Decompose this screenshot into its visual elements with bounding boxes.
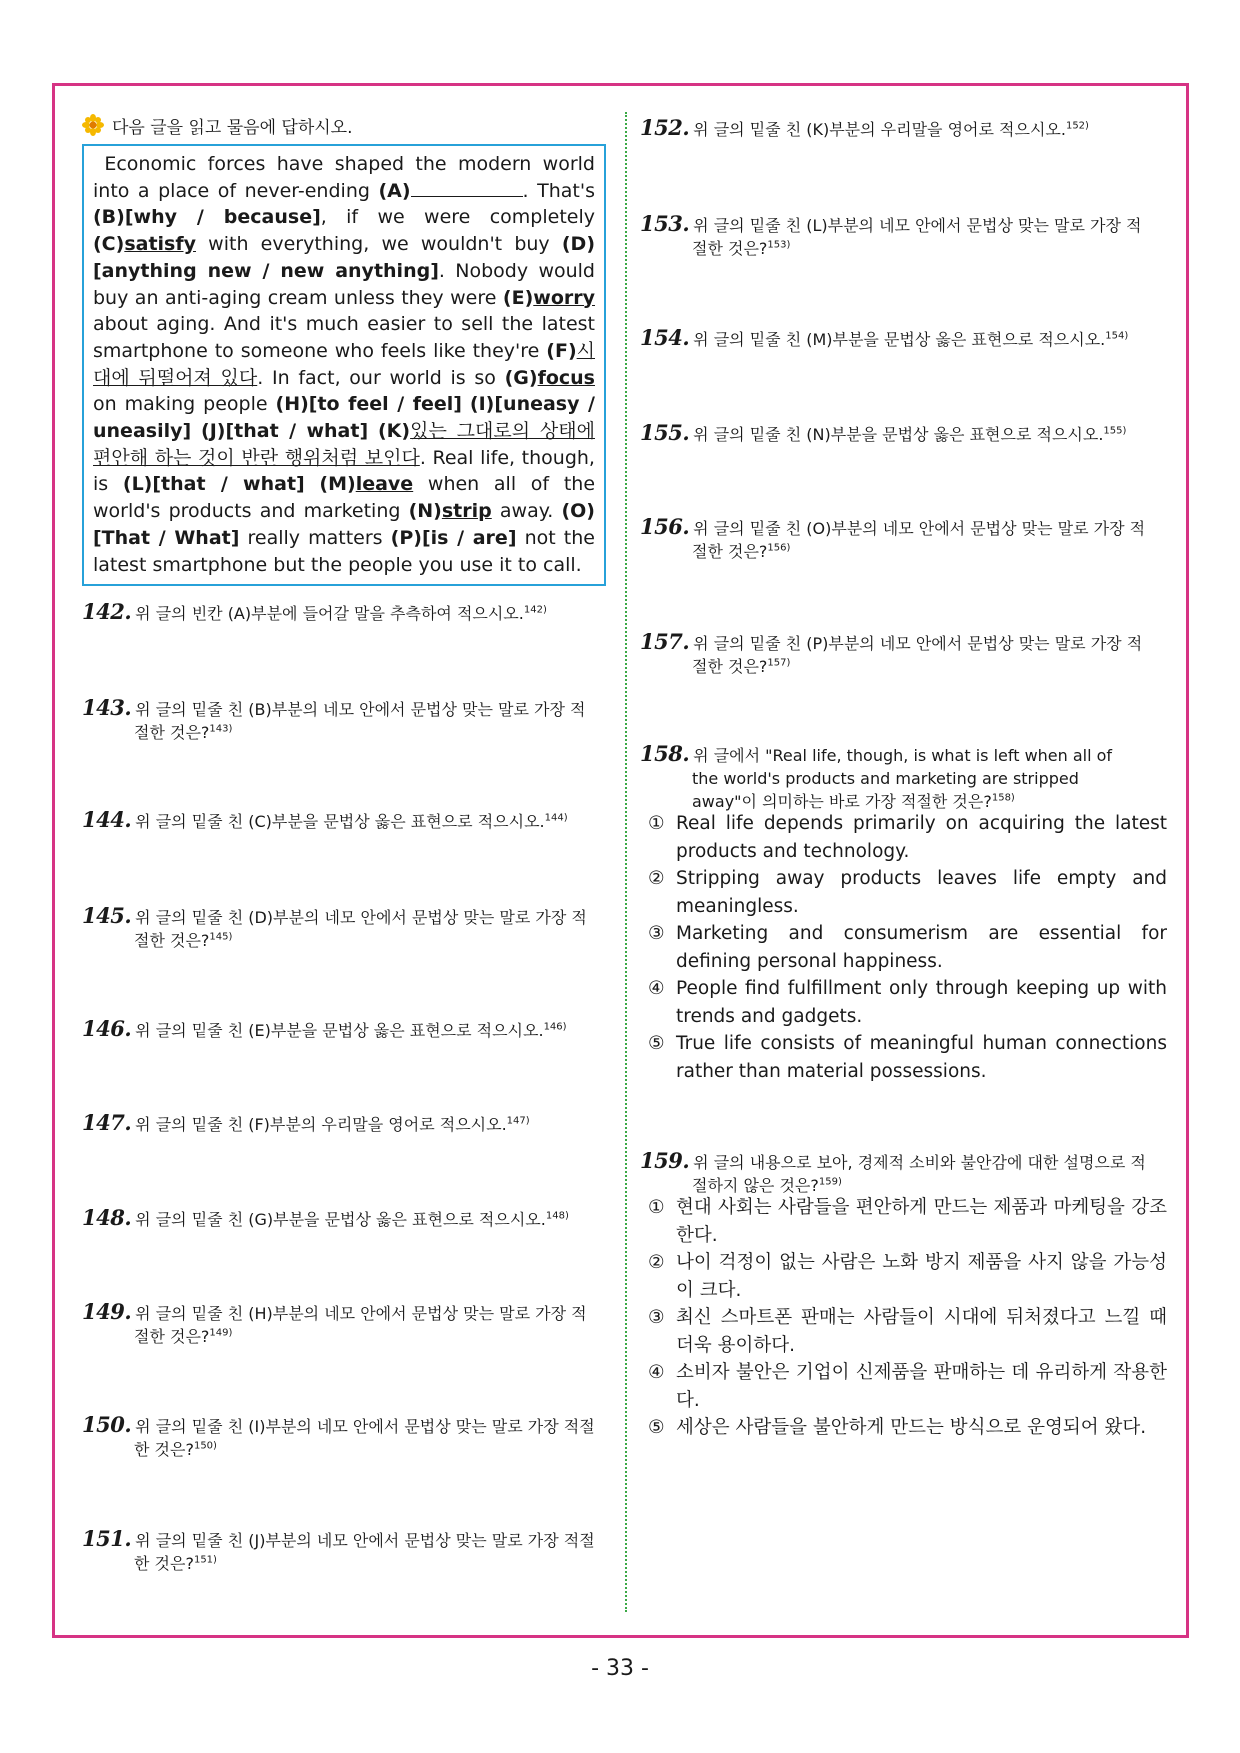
footnote-ref: 159) (818, 1176, 842, 1188)
question-text: 위 글의 밑줄 친 (F)부분의 우리말을 영어로 적으시오. (135, 1115, 507, 1134)
question-text: 위 글의 밑줄 친 (J)부분의 네모 안에서 문법상 맞는 말로 가장 적절 (135, 1531, 595, 1550)
question-147 (82, 1111, 606, 1136)
question-number: 145. (82, 903, 132, 928)
choice-mark: ⑤ (648, 1033, 665, 1054)
choice-text: 소비자 불안은 기업이 신제품을 판매하는 데 유리하게 작용한다. (676, 1362, 1167, 1411)
footnote-ref: 147) (506, 1115, 530, 1127)
choice-mark: ④ (648, 978, 665, 999)
question-text: 위 글에서 "Real life, though, is what is left when all of (693, 746, 1113, 765)
footnote-ref: 143) (209, 723, 233, 735)
choice-item[interactable] (648, 975, 1167, 1030)
footnote-ref: 158) (991, 792, 1015, 804)
footnote-ref: 151) (193, 1554, 217, 1566)
question-number: 157. (640, 629, 690, 654)
choice-text: 나이 걱정이 없는 사람은 노화 방지 제품을 사지 않을 가능성이 크다. (676, 1252, 1167, 1301)
label-c: (C) (93, 233, 125, 256)
passage-text: . Real life, though, is (93, 446, 595, 496)
choice-item[interactable] (648, 1030, 1167, 1085)
flower-icon (82, 114, 104, 136)
question-text: 위 글의 밑줄 친 (M)부분을 문법상 옳은 표현으로 적으시오. (693, 330, 1106, 349)
footnote-ref: 148) (545, 1210, 569, 1222)
question-text: away"이 의미하는 바로 가장 적절한 것은? (692, 792, 992, 811)
question-number: 154. (640, 325, 690, 350)
choice-mark: ③ (648, 923, 665, 944)
question-number: 143. (82, 695, 132, 720)
question-text: the world's products and marketing are stripped (692, 769, 1079, 788)
word-g: focus (537, 366, 595, 389)
question-143 (82, 696, 606, 744)
question-152 (640, 116, 1168, 141)
question-text: 위 글의 밑줄 친 (B)부분의 네모 안에서 문법상 맞는 말로 가장 적 (135, 700, 586, 719)
question-146 (82, 1017, 606, 1042)
question-text: 위 글의 밑줄 친 (N)부분을 문법상 옳은 표현으로 적으시오. (693, 425, 1104, 444)
question-149 (82, 1300, 606, 1348)
label-e: (E) (502, 286, 534, 309)
passage-text: Economic forces have shaped the modern world into a place of never-ending (93, 153, 595, 202)
word-c: satisfy (124, 233, 196, 256)
passage-text: not the latest smartphone but the people you use it to call. (93, 526, 595, 576)
passage-text: , if we were completely (320, 206, 595, 229)
footnote-ref: 156) (767, 542, 791, 554)
label-m: (M) (319, 473, 356, 496)
choice-text: 세상은 사람들을 불안하게 만드는 방식으로 운영되어 왔다. (676, 1417, 1147, 1438)
choice-item[interactable] (648, 920, 1167, 975)
question-text: 절한 것은? (692, 657, 768, 676)
question-text: 위 글의 밑줄 친 (P)부분의 네모 안에서 문법상 맞는 말로 가장 적 (693, 634, 1143, 653)
footnote-ref: 154) (1105, 330, 1129, 342)
question-number: 147. (82, 1110, 132, 1135)
korean-f: 시대에 뒤떨어져 있다 (93, 339, 595, 389)
question-number: 146. (82, 1016, 132, 1041)
question-text: 절한 것은? (134, 931, 210, 950)
footnote-ref: 146) (543, 1021, 567, 1033)
question-text: 위 글의 밑줄 친 (I)부분의 네모 안에서 문법상 맞는 말로 가장 적절 (135, 1417, 595, 1436)
question-text: 절한 것은? (134, 1327, 210, 1346)
blank-a[interactable] (411, 178, 523, 197)
question-text: 절하지 않은 것은? (692, 1176, 819, 1195)
choice-mark: ② (648, 1252, 665, 1273)
choice-o: (O)[That / What] (93, 500, 595, 549)
choice-mark: ⑤ (648, 1417, 665, 1438)
choice-mark: ② (648, 868, 665, 889)
footnote-ref: 152) (1065, 120, 1089, 132)
choice-mark: ① (648, 1197, 665, 1218)
footnote-ref: 149) (209, 1327, 233, 1339)
footnote-ref: 142) (523, 604, 547, 616)
question-159 (640, 1149, 1168, 1197)
choice-item[interactable] (648, 1359, 1167, 1414)
question-number: 152. (640, 115, 690, 140)
question-number: 151. (82, 1526, 132, 1551)
passage-text: really matters (239, 526, 391, 549)
question-text: 위 글의 밑줄 친 (G)부분을 문법상 옳은 표현으로 적으시오. (135, 1210, 546, 1229)
word-e: worry (533, 286, 595, 309)
question-text: 한 것은? (134, 1440, 194, 1459)
choice-text: 현대 사회는 사람들을 편안하게 만드는 제품과 마케팅을 강조한다. (676, 1197, 1167, 1246)
choice-item[interactable] (648, 1414, 1167, 1442)
choice-d: (D)[anything new / new anything] (93, 233, 595, 282)
choice-item[interactable] (648, 865, 1167, 920)
question-text: 위 글의 밑줄 친 (K)부분의 우리말을 영어로 적으시오. (693, 120, 1066, 139)
passage-text: . In fact, our world is so (257, 366, 505, 389)
column-divider (625, 112, 627, 1612)
question-155 (640, 421, 1168, 446)
label-k: (K) (378, 420, 411, 443)
instruction (82, 112, 606, 138)
footnote-ref: 144) (544, 812, 568, 824)
choice-h: (H)[to feel / feel] (275, 393, 462, 416)
question-158 (640, 742, 1168, 813)
question-153 (640, 212, 1168, 260)
question-text: 위 글의 내용으로 보아, 경제적 소비와 불안감에 대한 설명으로 적 (693, 1153, 1146, 1172)
instruction-text: 다음 글을 읽고 물음에 답하시오. (112, 117, 353, 138)
passage-text: on making people (93, 393, 276, 416)
footnote-ref: 155) (1103, 425, 1127, 437)
choice-mark: ④ (648, 1362, 665, 1383)
choice-mark: ① (648, 813, 665, 834)
choice-text: People find fulfillment only through keeping up with trends and gadgets. (676, 978, 1167, 1027)
choice-text: Real life depends primarily on acquiring the latest products and technology. (676, 813, 1167, 862)
choice-item[interactable] (648, 1249, 1167, 1304)
question-number: 158. (640, 741, 690, 766)
choice-item[interactable] (648, 810, 1167, 865)
question-148 (82, 1206, 606, 1231)
left-column (82, 112, 606, 586)
word-m: leave (355, 473, 414, 496)
question-154 (640, 326, 1168, 351)
question-text: 위 글의 밑줄 친 (L)부분의 네모 안에서 문법상 맞는 말로 가장 적 (693, 216, 1142, 235)
question-142 (82, 600, 606, 625)
question-number: 156. (640, 514, 690, 539)
question-text: 위 글의 밑줄 친 (C)부분을 문법상 옳은 표현으로 적으시오. (135, 812, 545, 831)
question-number: 142. (82, 599, 132, 624)
label-a: (A) (378, 179, 411, 202)
korean-k: 있는 그대로의 상태에 편안해 하는 것이 반란 행위처럼 보인다 (93, 420, 595, 469)
choice-i: (I)[uneasy / uneasily] (93, 393, 595, 443)
choice-b: (B)[why / because] (93, 206, 321, 229)
question-text: 절한 것은? (692, 239, 768, 258)
footnote-ref: 153) (767, 239, 791, 251)
page-number: - 33 - (591, 1656, 649, 1681)
question-text: 절한 것은? (692, 542, 768, 561)
question-151 (82, 1527, 606, 1575)
choice-mark: ③ (648, 1307, 665, 1328)
choice-j: (J)[that / what] (201, 420, 369, 443)
word-n: strip (441, 500, 492, 523)
question-157 (640, 630, 1168, 678)
passage-text: with everything, we wouldn't buy (196, 233, 562, 256)
choices-158 (648, 810, 1167, 1085)
choice-l: (L)[that / what] (122, 473, 305, 496)
passage-text: about aging. And it's much easier to sell the latest smartphone to someone who feels like they're (93, 313, 595, 362)
passage-text: . That's (522, 179, 595, 202)
question-number: 155. (640, 420, 690, 445)
question-number: 150. (82, 1412, 132, 1437)
question-text: 위 글의 밑줄 친 (D)부분의 네모 안에서 문법상 맞는 말로 가장 적 (135, 908, 587, 927)
choice-text: Marketing and consumerism are essential for defining personal happiness. (676, 923, 1167, 972)
choice-text: 최신 스마트폰 판매는 사람들이 시대에 뒤처졌다고 느낄 때 더욱 용이하다. (676, 1307, 1167, 1356)
question-text: 한 것은? (134, 1554, 194, 1573)
question-150 (82, 1413, 606, 1461)
question-text: 위 글의 밑줄 친 (E)부분을 문법상 옳은 표현으로 적으시오. (135, 1021, 544, 1040)
choice-item[interactable] (648, 1304, 1167, 1359)
question-156 (640, 515, 1168, 563)
passage-text: when all of the world's products and marketing (93, 473, 596, 523)
question-144 (82, 808, 606, 833)
question-text: 위 글의 빈칸 (A)부분에 들어갈 말을 추측하여 적으시오. (135, 604, 524, 623)
question-number: 148. (82, 1205, 132, 1230)
footnote-ref: 150) (193, 1440, 217, 1452)
question-145 (82, 904, 606, 952)
question-number: 153. (640, 211, 690, 236)
choice-text: Stripping away products leaves life empty and meaningless. (676, 868, 1167, 917)
label-n: (N) (408, 500, 442, 523)
question-number: 144. (82, 807, 132, 832)
question-text: 절한 것은? (134, 723, 210, 742)
question-text: 위 글의 밑줄 친 (O)부분의 네모 안에서 문법상 맞는 말로 가장 적 (693, 519, 1146, 538)
label-g: (G) (504, 366, 538, 389)
choice-p: (P)[is / are] (390, 526, 517, 549)
label-f: (F) (546, 339, 577, 362)
choice-text: True life consists of meaningful human connections rather than material possessions. (676, 1033, 1167, 1082)
passage-text: away. (491, 500, 562, 523)
choices-159 (648, 1194, 1167, 1442)
choice-item[interactable] (648, 1194, 1167, 1249)
passage-text: . Nobody would buy an anti-aging cream unless they were (93, 259, 595, 309)
question-text: 위 글의 밑줄 친 (H)부분의 네모 안에서 문법상 맞는 말로 가장 적 (135, 1304, 587, 1323)
passage-box (82, 144, 606, 586)
question-number: 149. (82, 1299, 132, 1324)
footnote-ref: 145) (209, 931, 233, 943)
footnote-ref: 157) (767, 657, 791, 669)
question-number: 159. (640, 1148, 690, 1173)
